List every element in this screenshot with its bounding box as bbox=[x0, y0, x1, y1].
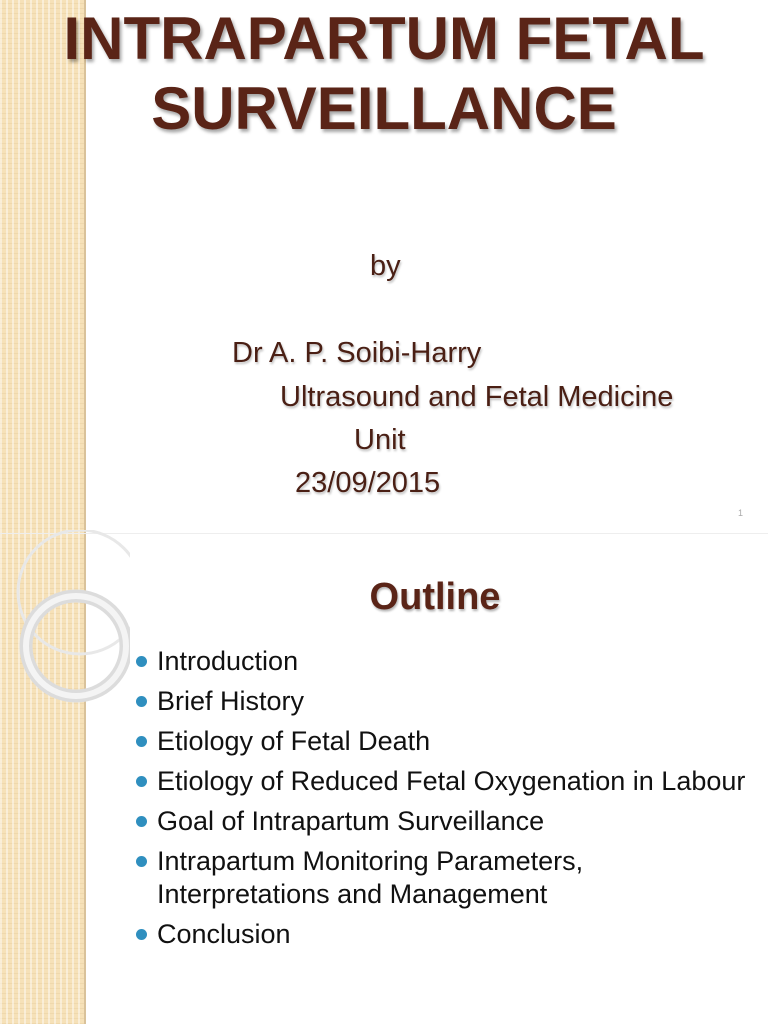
by-label: by bbox=[370, 250, 401, 282]
list-item-text: Brief History bbox=[157, 686, 305, 716]
bullet-icon bbox=[136, 656, 147, 667]
list-item bbox=[134, 805, 749, 838]
list-item-text: Conclusion bbox=[157, 919, 291, 949]
slide-number: 1 bbox=[738, 508, 744, 518]
slide-title: INTRAPARTUM FETAL SURVEILLANCE bbox=[63, 5, 705, 142]
list-item-text: Intrapartum Monitoring Parameters, Interpretations and Management bbox=[157, 846, 584, 909]
decorative-sidebar bbox=[0, 0, 86, 1024]
bullet-icon bbox=[136, 776, 147, 787]
author-name: Dr A. P. Soibi-Harry bbox=[232, 337, 482, 369]
list-item bbox=[134, 725, 749, 758]
unit-line-1: Ultrasound and Fetal Medicine bbox=[280, 381, 674, 413]
bullet-icon bbox=[136, 736, 147, 747]
list-item-text: Goal of Intrapartum Surveillance bbox=[157, 806, 545, 836]
bullet-icon bbox=[136, 696, 147, 707]
list-item-text: Introduction bbox=[157, 646, 299, 676]
unit-line-2: Unit bbox=[354, 424, 406, 456]
list-item-text: Etiology of Fetal Death bbox=[157, 726, 431, 756]
presentation-date: 23/09/2015 bbox=[295, 467, 441, 499]
bullet-icon bbox=[136, 856, 147, 867]
list-item bbox=[134, 765, 749, 798]
list-item bbox=[134, 645, 749, 678]
list-item-text: Etiology of Reduced Fetal Oxygenation in Labour bbox=[157, 766, 746, 796]
list-item bbox=[134, 845, 749, 911]
decorative-rings-icon bbox=[0, 530, 130, 730]
outline-heading: Outline bbox=[369, 576, 501, 618]
bullet-icon bbox=[136, 816, 147, 827]
list-item bbox=[134, 918, 749, 951]
outline-list bbox=[134, 645, 749, 958]
bullet-icon bbox=[136, 929, 147, 940]
list-item bbox=[134, 685, 749, 718]
